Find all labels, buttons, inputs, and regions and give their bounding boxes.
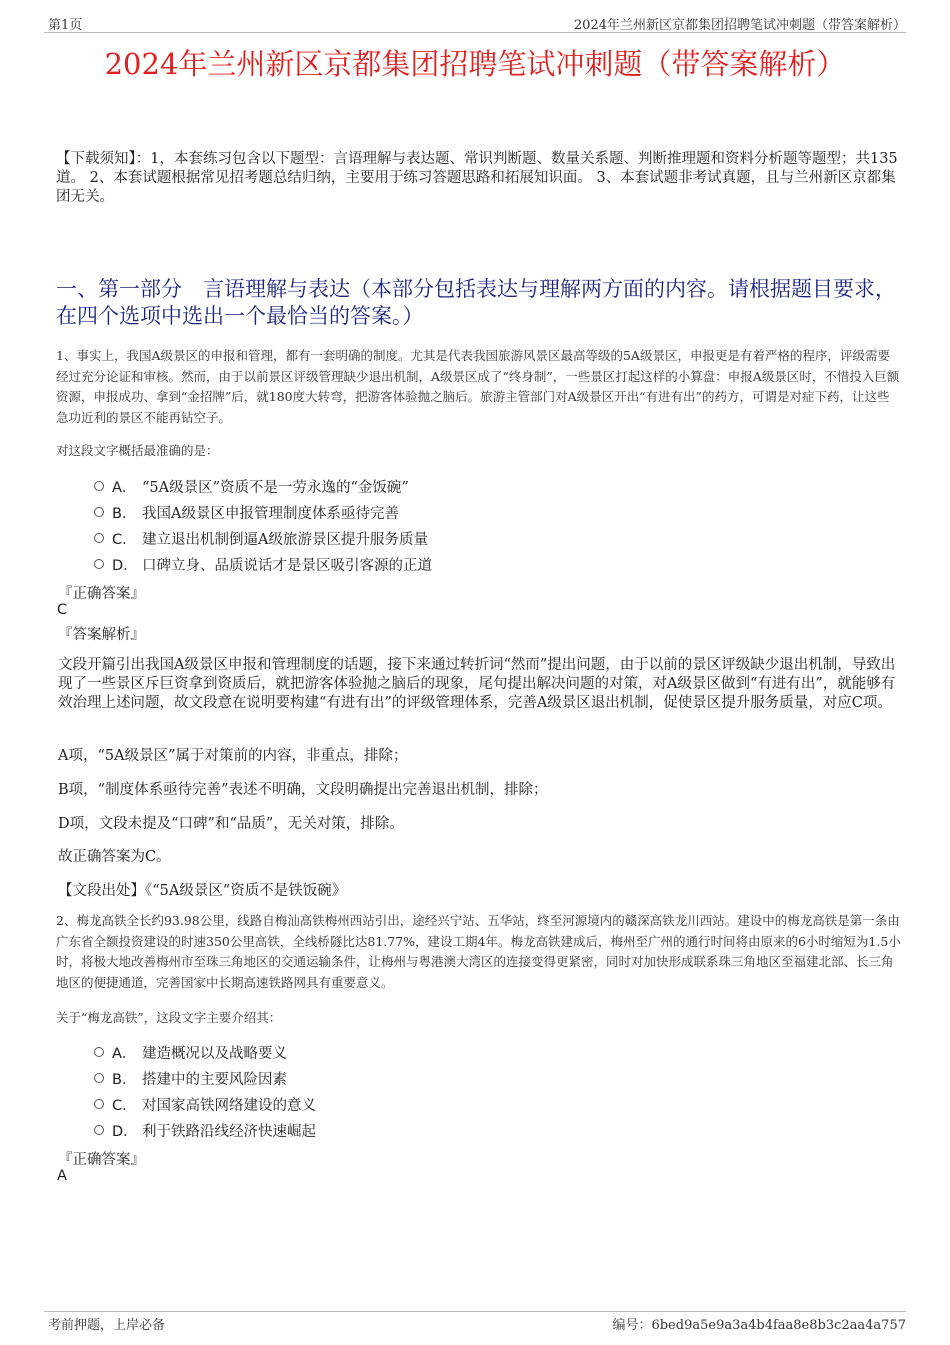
option-c[interactable]	[94, 525, 432, 551]
answer-label: 『正确答案』	[58, 1152, 145, 1168]
question-1-options	[94, 473, 432, 577]
page-header-right: 2024年兰州新区京都集团招聘笔试冲刺题（带答案解析）	[573, 18, 906, 33]
section-heading: 一、第一部分 言语理解与表达（本部分包括表达与理解两方面的内容。请根据题目要求，在四个选项中选出一个最恰当的答案。）	[56, 277, 896, 328]
analysis-conclusion: 故正确答案为C。	[58, 849, 171, 865]
option-c[interactable]	[94, 1091, 316, 1117]
radio-icon[interactable]	[94, 481, 104, 491]
option-d[interactable]	[94, 551, 432, 577]
option-text: 口碑立身、品质说话才是景区吸引客源的正道	[142, 557, 432, 574]
analysis-note-b: B项，“制度体系亟待完善”表述不明确，文段明确提出完善退出机制，排除；	[58, 782, 548, 798]
option-text: 我国A级景区申报管理制度体系亟待完善	[142, 505, 399, 522]
answer-label: 『正确答案』	[58, 586, 145, 602]
analysis-note-a: A项，“5A级景区”属于对策前的内容，非重点，排除；	[58, 748, 408, 764]
question-1-prompt: 对这段文字概括最准确的是：	[56, 443, 219, 458]
analysis-label: 『答案解析』	[58, 627, 145, 643]
option-text: 建立退出机制倒逼A级旅游景区提升服务质量	[142, 531, 428, 548]
option-text: 对国家高铁网络建设的意义	[142, 1097, 316, 1114]
option-d[interactable]	[94, 1117, 316, 1143]
radio-icon[interactable]	[94, 1125, 104, 1135]
option-a[interactable]	[94, 473, 432, 499]
radio-icon[interactable]	[94, 507, 104, 517]
radio-icon[interactable]	[94, 559, 104, 569]
question-1-text: 1、事实上，我国A级景区的申报和管理，都有一套明确的制度。尤其是代表我国旅游风景区最高等级的5A级景区，申报更是有着严格的程序，评级需要经过充分论证和审核。然而，由于以前景区评级管理缺少退出机制，A级景区成了“终身制”，一些景区打起这样的小算盘：申报A级景区时，不惜投入巨额资源，申报成功、拿到“金招牌”后，就180度大转弯，把游客体验抛之脑后。旅游主管部门对A级景区开出“有进有出”的药方，可谓是对症下药，让这些急功近利的景区不能再钻空子。	[56, 348, 900, 425]
option-text: 利于铁路沿线经济快速崛起	[142, 1123, 316, 1140]
option-letter: C．	[112, 1097, 137, 1114]
answer-value: A	[57, 1168, 67, 1184]
footer-serial: 编号：6bed9a5e9a3a4b4faa8e8b3c2aa4a757	[612, 1318, 906, 1333]
radio-icon[interactable]	[94, 1099, 104, 1109]
analysis-note-d: D项，文段未提及“口碑”和“品质”，无关对策，排除。	[58, 816, 404, 832]
page-header-left: 第1页	[48, 18, 83, 33]
option-text: “5A级景区”资质不是一劳永逸的“金饭碗”	[142, 479, 409, 496]
answer-value: C	[57, 602, 68, 618]
option-text: 搭建中的主要风险因素	[142, 1071, 287, 1088]
option-text: 建造概况以及战略要义	[142, 1045, 287, 1062]
option-letter: D．	[112, 1123, 138, 1140]
question-2-prompt: 关于“梅龙高铁”，这段文字主要介绍其：	[56, 1010, 282, 1025]
option-letter: B．	[112, 1071, 137, 1088]
option-letter: A．	[112, 479, 137, 496]
footer-slogan: 考前押题，上岸必备	[48, 1318, 166, 1333]
option-letter: A．	[112, 1045, 137, 1062]
source-citation: 【文段出处】《“5A级景区”资质不是铁饭碗》	[58, 883, 347, 899]
footer-divider	[44, 1311, 906, 1312]
radio-icon[interactable]	[94, 533, 104, 543]
document-title: 2024年兰州新区京都集团招聘笔试冲刺题（带答案解析）	[104, 47, 846, 81]
option-a[interactable]	[94, 1039, 316, 1065]
header-divider	[44, 32, 906, 33]
question-2-options	[94, 1039, 316, 1143]
option-b[interactable]	[94, 1065, 316, 1091]
question-2-text: 2、梅龙高铁全长约93.98公里，线路自梅汕高铁梅州西站引出，途经兴宁站、五华站，终至河源境内的赣深高铁龙川西站。建设中的梅龙高铁是第一条由广东省全额投资建设的时速350公里高铁，全线桥隧比达81.77%，建设工期4年。梅龙高铁建成后，梅州至广州的通行时间将由原来的6小时缩短为1.5小时，将极大地改善梅州市至珠三角地区的交通运输条件，让梅州与粤港澳大湾区的连接变得更紧密，同时对加快形成联系珠三角地区至福建北部、长三角地区的便捷通道，完善国家中长期高速铁路网具有重要意义。	[56, 913, 901, 990]
radio-icon[interactable]	[94, 1047, 104, 1057]
option-letter: B．	[112, 505, 137, 522]
analysis-text: 文段开篇引出我国A级景区申报和管理制度的话题，接下来通过转折词“然而”提出问题，由于以前的景区评级缺少退出机制，导致出现了一些景区斥巨资拿到资质后，就把游客体验抛之脑后的现象，尾句提出解决问题的对策，对A级景区做到“有进有出”，就能够有效治理上述问题，故文段意在说明要构建“有进有出”的评级管理体系，完善A级景区退出机制，促使景区提升服务质量，对应C项。	[58, 657, 896, 711]
option-letter: C．	[112, 531, 137, 548]
radio-icon[interactable]	[94, 1073, 104, 1083]
option-letter: D．	[112, 557, 138, 574]
option-b[interactable]	[94, 499, 432, 525]
download-notice: 【下载须知】：1，本套练习包含以下题型：言语理解与表达题、常识判断题、数量关系题、判断推理题和资料分析题等题型；共135道。 2、本套试题根据常见招考题总结归纳，主要用于练习答题思路和拓展知识面。 3、本套试题非考试真题，且与兰州新区京都集团无关。	[56, 151, 898, 205]
